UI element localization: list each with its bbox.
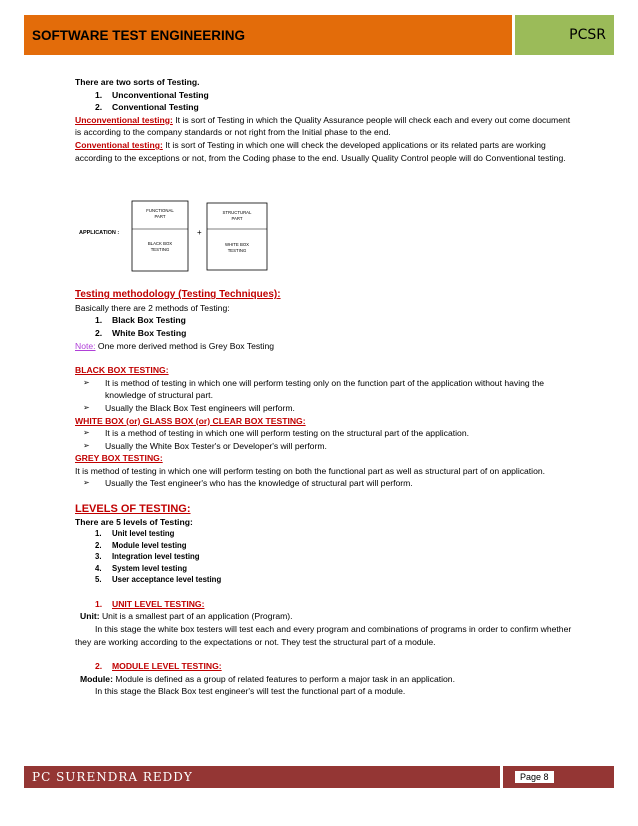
- module-section-heading-list: [75, 660, 573, 673]
- unit-definition: Unit: Unit is a smallest part of an application (Program).: [80, 611, 293, 622]
- footer-page-area: [503, 766, 614, 788]
- document-body: [75, 76, 573, 698]
- blackbox-heading: BLACK BOX TESTING:: [75, 365, 169, 376]
- testing-sorts-list: [75, 89, 573, 114]
- page-footer: [24, 766, 614, 788]
- list-item: 2. White Box Testing: [95, 327, 187, 338]
- blackbox-label-2: TESTING: [150, 247, 170, 253]
- unit-label: Unit:: [80, 611, 100, 622]
- diagram-plus-sign: +: [197, 228, 202, 238]
- structural-label-2: PART: [231, 216, 243, 222]
- note-label: Note:: [75, 340, 96, 351]
- list-item: ➢ Usually the Test engineer's who has the knowledge of structural part will perform.: [83, 478, 413, 489]
- page-number: Page 8: [515, 771, 554, 783]
- list-item: 1. Black Box Testing: [95, 315, 186, 326]
- unit-section-heading-list: [75, 598, 573, 611]
- methods-list: [75, 314, 573, 339]
- list-item: 1. Unconventional Testing: [95, 89, 209, 100]
- greybox-text: It is method of testing in which one will perform testing on both the functional part as well as structural part of on application.: [75, 465, 546, 476]
- levels-heading: LEVELS OF TESTING:: [75, 503, 191, 516]
- unconventional-paragraph: [75, 114, 573, 139]
- arrow-bullet-icon: ➢: [83, 478, 90, 488]
- header-title: SOFTWARE TEST ENGINEERING: [24, 15, 512, 55]
- arrow-bullet-icon: ➢: [83, 402, 90, 412]
- page-header: [24, 15, 614, 55]
- list-item: 1. Unit level testing: [95, 529, 175, 539]
- unit-paragraph: In this stage the white box testers will test each and every program and combinations of programs in order to confirm whether they are working according to the expectations or not. They test the structural part of a module.: [75, 623, 572, 647]
- module-paragraph: In this stage the Black Box test engineer's will test the functional part of a module.: [95, 686, 406, 697]
- header-right-label: PCSR: [515, 15, 614, 55]
- list-item: 5. User acceptance level testing: [95, 575, 222, 585]
- arrow-bullet-icon: ➢: [83, 377, 90, 387]
- conventional-text: It is sort of Testing in which one will check the developed applications or its related parts are working according to the exceptions or not, from the Coding phase to the end. Usually Quality Control people will do Conventional testing.: [75, 139, 566, 163]
- methodology-intro: Basically there are 2 methods of Testing:: [75, 302, 230, 313]
- structural-label-1: STRUCTURAL: [222, 210, 252, 216]
- note-text: One more derived method is Grey Box Testing: [95, 340, 275, 351]
- conventional-label: Conventional testing:: [75, 139, 163, 150]
- methodology-heading: Testing methodology (Testing Techniques):: [75, 289, 281, 301]
- list-item: ➢ It is a method of testing in which one will perform testing on the structural part of the application.: [83, 428, 469, 439]
- list-item: 4. System level testing: [95, 563, 187, 573]
- levels-intro: There are 5 levels of Testing:: [75, 516, 193, 527]
- list-item: ➢ It is method of testing in which one will perform testing only on the function part of the application without having the knowledge of structural part.: [83, 377, 545, 401]
- unit-heading: UNIT LEVEL TESTING:: [112, 598, 205, 609]
- list-item: 2. Module level testing: [95, 540, 187, 550]
- list-item: 1. UNIT LEVEL TESTING:: [95, 598, 205, 609]
- arrow-bullet-icon: ➢: [83, 440, 90, 450]
- levels-list: [75, 528, 573, 586]
- list-item: 2. Conventional Testing: [95, 102, 199, 113]
- whitebox-label-1: WHITE BOX: [224, 242, 250, 248]
- testing-diagram: [76, 191, 296, 279]
- module-heading: MODULE LEVEL TESTING:: [112, 661, 222, 672]
- functional-label-1: FUNCTIONAL: [146, 208, 174, 214]
- list-item: 2. MODULE LEVEL TESTING:: [95, 661, 222, 672]
- functional-label-2: PART: [154, 214, 166, 220]
- list-item: ➢ Usually the White Box Tester's or Developer's will perform.: [83, 440, 327, 451]
- list-item: ➢ Usually the Black Box Test engineers will perform.: [83, 402, 295, 413]
- conventional-paragraph: [75, 139, 573, 164]
- module-label: Module:: [80, 673, 113, 684]
- blackbox-label-1: BLACK BOX: [147, 241, 173, 247]
- whitebox-heading: WHITE BOX (or) GLASS BOX (or) CLEAR BOX TESTING:: [75, 415, 306, 426]
- footer-author: PC SURENDRA REDDY: [24, 766, 500, 788]
- intro-heading: There are two sorts of Testing.: [75, 77, 200, 87]
- unconventional-text: It is sort of Testing in which the Quality Assurance people will check each and every out come document is according to the company standards or not right from the Initial phase to the end.: [75, 114, 571, 138]
- note-line: [75, 340, 573, 353]
- diagram-application-label: APPLICATION :: [79, 230, 120, 237]
- greybox-heading: GREY BOX TESTING:: [75, 453, 163, 464]
- module-definition: Module: Module is defined as a group of related features to perform a major task in an application.: [80, 673, 455, 684]
- whitebox-label-2: TESTING: [227, 248, 247, 254]
- list-item: 3. Integration level testing: [95, 552, 200, 562]
- unconventional-label: Unconventional testing:: [75, 114, 173, 125]
- arrow-bullet-icon: ➢: [83, 428, 90, 438]
